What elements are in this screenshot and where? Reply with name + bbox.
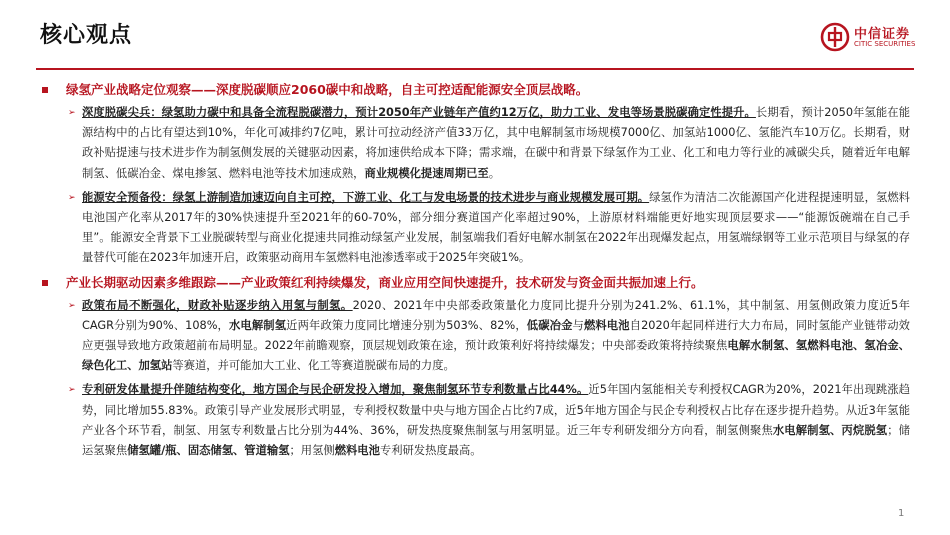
citic-logo xyxy=(820,22,930,56)
bullet-text: 与 xyxy=(572,318,584,332)
bullet-text: 绿氢作为清洁二次能源国产化进程提速明显，氢燃料电池国产化率从2017年的30%快速提升至2021年的60-70%，部分细分赛道国产化率超过90%，上游原材料端能更好地实现顶层要求——“能源饭碗端在自己手里”。能源安全背景下工业脱碳转型与商业化提速共同推动绿氢产业发展，制氢端我们看好电解水制氢在2022年出现爆发起点，用氢端绿钢等工业示范项目与绿氢的存量替代可能在2023年加速开启，政策驱动商用车氢燃料电池渗透率或于2025年突破1%。 xyxy=(82,190,910,265)
bullet-text: 自2020年起同样进行大力布局，同时氢能产业链带动效应更强导致地方政策超前布局明显。2022年前瞻观察，顶层规划政策在途，预计政策利好将持续爆发；中央部委政策将持续聚焦 xyxy=(82,318,910,353)
bullet-heading: 政策布局不断强化，财政补贴逐步纳入用氢与制氢。 xyxy=(82,298,353,312)
bullet-emphasis: 燃料电池 xyxy=(334,444,380,458)
arrow-bullet-icon: ➢ xyxy=(68,192,76,203)
bullet-energy-security xyxy=(40,188,912,269)
logo-text-cn: 中信证券 xyxy=(854,27,911,42)
bullet-deep-decarbonization xyxy=(40,103,912,184)
key-points xyxy=(40,80,912,465)
bullet-text: ；储运氢聚焦 xyxy=(82,423,910,458)
bullet-text: ；用氢侧 xyxy=(289,444,335,458)
square-bullet-icon xyxy=(42,280,48,286)
page-number: 1 xyxy=(898,508,905,519)
bullet-heading: 能源安全预备役：绿氢上游制造加速迈向自主可控，下游工业、化工与发电场景的技术进步与商业规模发展可期。 xyxy=(82,190,650,204)
bullet-emphasis: 储氢罐/瓶、固态储氢、管道输氢 xyxy=(127,444,290,458)
bullet-policy-layout xyxy=(40,296,912,377)
bullet-patent-research xyxy=(40,380,912,461)
bullet-text: 。 xyxy=(488,166,501,180)
section-heading-drivers: 产业长期驱动因素多维跟踪——产业政策红利持续爆发，商业应用空间快速提升，技术研发与资金面共振加速上行。 xyxy=(40,273,912,292)
bullet-text: 2020、2021年中央部委政策量化力度同比提升分别为241.2%、61.1%，其中制氢、用氢侧政策力度近5年CAGR分别为90%、108%， xyxy=(82,298,910,332)
bullet-heading: 深度脱碳尖兵：绿氢助力碳中和具备全流程脱碳潜力，预计2050年产业链年产值约12万亿，助力工业、发电等场景脱碳确定性提升。 xyxy=(82,106,756,119)
citic-emblem-icon xyxy=(820,22,850,52)
bullet-heading: 专利研发体量提升伴随结构变化，地方国企与民企研发投入增加，聚焦制氢环节专利数量占比44%。 xyxy=(82,383,589,397)
square-bullet-icon xyxy=(42,87,48,93)
arrow-bullet-icon: ➢ xyxy=(68,385,76,396)
bullet-text: 等赛道，并可能加大工业、化工等赛道脱碳布局的力度。 xyxy=(172,359,455,373)
bullet-text: 专利研发热度最高。 xyxy=(379,444,482,458)
page-title: 核心观点 xyxy=(40,23,133,48)
arrow-bullet-icon: ➢ xyxy=(68,108,76,118)
bullet-emphasis: 燃料电池 xyxy=(583,318,630,332)
bullet-emphasis: 电解水制氢、氢燃料电池、氢冶金、绿色化工、加氢站 xyxy=(82,339,910,373)
bullet-text: 近两年政策力度同比增速分别为503%、82%， xyxy=(286,318,527,332)
bullet-emphasis: 水电解制氢、丙烷脱氢 xyxy=(772,423,888,437)
arrow-bullet-icon: ➢ xyxy=(68,300,76,311)
bullet-text: 近5年国内氢能相关专利授权CAGR为20%，2021年出现跳涨趋势，同比增加55.83%。政策引导产业发展形式明显，专利授权数量中央与地方国企占比约7成，近5年地方国企与民企专利授权占比存在逐步提升趋势。从近3年氢能产业各个环节看，制氢、用氢专利数量占比分别为44%、36%，研发热度聚焦制氢与用氢明显。近三年专利研发细分方向看，制氢侧聚焦 xyxy=(82,383,910,437)
logo-text-en: CITIC SECURITIES xyxy=(854,40,916,48)
bullet-emphasis: 商业规模化提速周期已至 xyxy=(364,166,489,180)
section-heading-strategy: 绿氢产业战略定位观察——深度脱碳顺应2060碳中和战略，自主可控适配能源安全顶层战略。 xyxy=(40,80,912,99)
bullet-emphasis: 水电解制氢 xyxy=(229,318,287,332)
bullet-emphasis: 低碳冶金 xyxy=(526,318,573,332)
header-divider xyxy=(36,68,914,70)
bullet-text: 长期看，预计2050年氢能在能源结构中的占比有望达到10%，年化可减排约7亿吨，累计可拉动经济产值33万亿，其中电解制氢市场规模7000亿、加氢站1000亿、氢能汽车10万亿。长期看，财政补贴提速与技术进步作为制氢侧发展的关键驱动因素，将加速供给成本下降；需求端，在碳中和背景下绿氢作为工业、化工和电力等行业的减碳尖兵，随着近年电解制氢、低碳冶金、煤电掺氢、燃料电池等技术加速成熟， xyxy=(82,106,910,180)
